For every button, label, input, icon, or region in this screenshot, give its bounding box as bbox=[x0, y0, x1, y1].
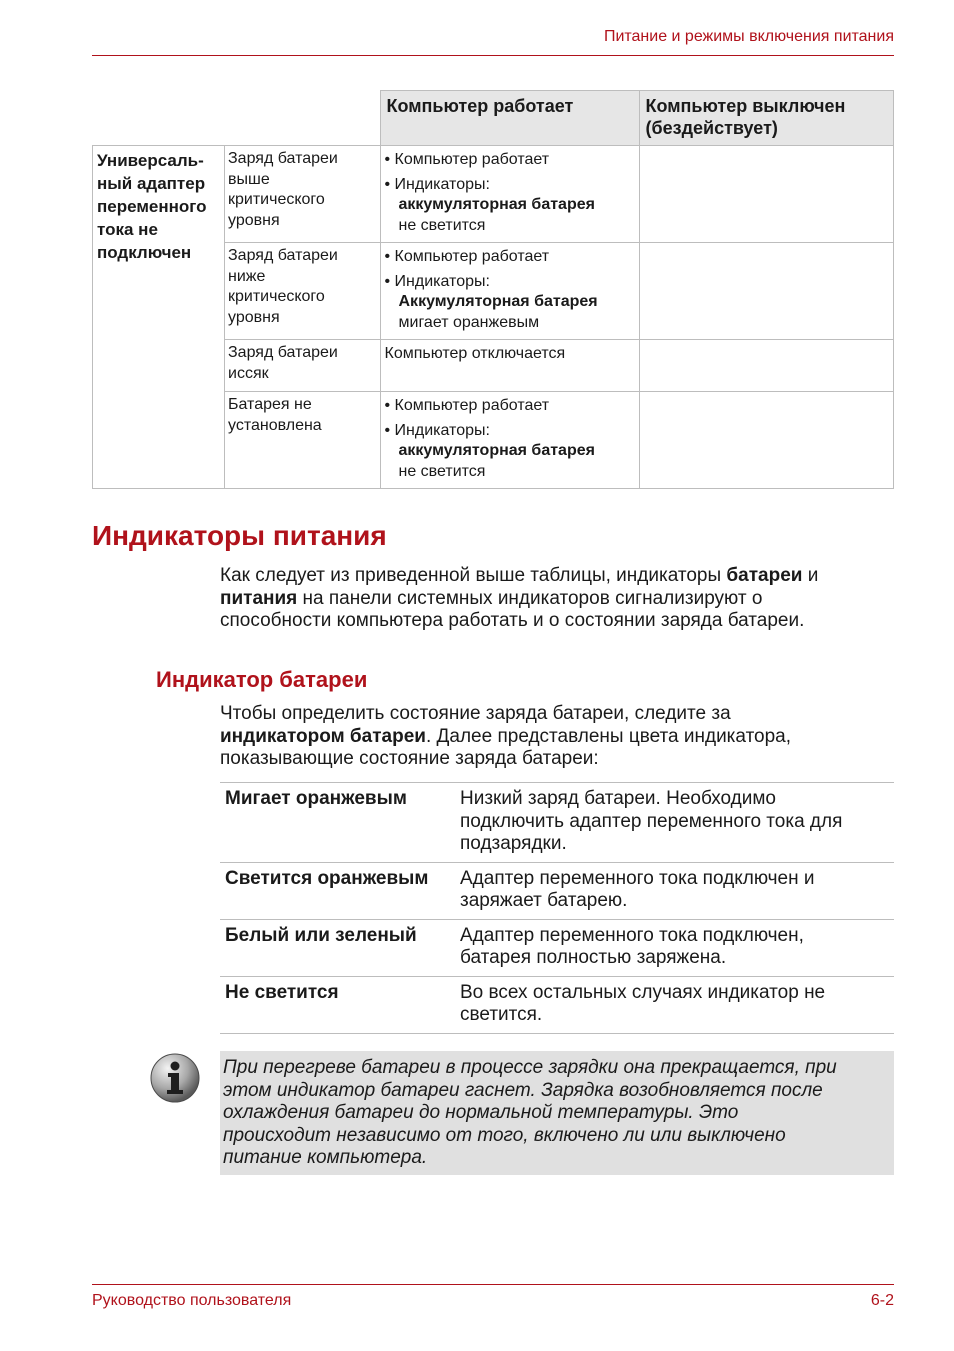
indicator-state: Не светится bbox=[220, 976, 455, 1033]
state-label: Универсаль- ный адаптер переменного тока не подключен bbox=[93, 146, 225, 489]
indicator-state: Мигает оранжевым bbox=[220, 783, 455, 863]
power-state-table bbox=[92, 90, 894, 489]
table-row bbox=[220, 919, 894, 976]
footer-rule bbox=[92, 1284, 894, 1285]
condition-cell: Заряд батареи выше критического уровня bbox=[225, 146, 381, 243]
on-cell: Компьютер отключается bbox=[380, 340, 639, 392]
on-cell: • Компьютер работает • Индикаторы: аккумуляторная батарея не светится bbox=[380, 146, 639, 243]
section-paragraph: Как следует из приведенной выше таблицы, индикаторы батареи и питания на панели системных индикаторов сигнализируют о способности компьютера работать и о состоянии заряда батареи. bbox=[220, 565, 819, 631]
page-number: 6-2 bbox=[870, 1292, 894, 1309]
subsection-heading: Индикатор батареи bbox=[156, 667, 368, 692]
header-rule bbox=[92, 55, 894, 56]
condition-cell: Батарея не установлена bbox=[225, 392, 381, 489]
indicator-state: Светится оранжевым bbox=[220, 862, 455, 919]
off-cell bbox=[639, 243, 893, 340]
indicator-table bbox=[220, 782, 894, 1034]
table-row bbox=[93, 146, 894, 243]
on-cell: • Компьютер работает • Индикаторы: Аккумуляторная батарея мигает оранжевым bbox=[380, 243, 639, 340]
off-cell bbox=[639, 146, 893, 243]
condition-cell: Заряд батареи ниже критического уровня bbox=[225, 243, 381, 340]
footer-title: Руководство пользователя bbox=[92, 1292, 292, 1309]
indicator-description: Адаптер переменного тока подключен и заряжает батарею. bbox=[455, 862, 894, 919]
on-cell: • Компьютер работает • Индикаторы: аккумуляторная батарея не светится bbox=[380, 392, 639, 489]
indicator-description: Во всех остальных случаях индикатор не светится. bbox=[455, 976, 894, 1033]
col-header-on: Компьютер работает bbox=[380, 91, 639, 146]
indicator-description: Адаптер переменного тока подключен, батарея полностью заряжена. bbox=[455, 919, 894, 976]
col-header-off: Компьютер выключен (бездействует) bbox=[639, 91, 893, 146]
running-header: Питание и режимы включения питания bbox=[603, 28, 894, 45]
table-header-row bbox=[93, 91, 894, 146]
table-row bbox=[220, 862, 894, 919]
section-heading: Индикаторы питания bbox=[92, 520, 387, 551]
indicator-state: Белый или зеленый bbox=[220, 919, 455, 976]
off-cell bbox=[639, 340, 893, 392]
subsection-paragraph: Чтобы определить состояние заряда батареи, следите за индикатором батареи. Далее представлены цвета индикатора, показывающие состояние заряда батареи: bbox=[220, 703, 792, 769]
table-row bbox=[220, 976, 894, 1033]
off-cell bbox=[639, 392, 893, 489]
indicator-description: Низкий заряд батареи. Необходимо подключить адаптер переменного тока для подзарядки. bbox=[455, 783, 894, 863]
info-icon bbox=[150, 1053, 200, 1103]
table-row bbox=[220, 783, 894, 863]
note-text: При перегреве батареи в процессе зарядки она прекращается, при этом индикатор батареи гаснет. Зарядка возобновляется после охлаждения батареи до нормальной температуры. Это происходит независимо от того, включено ли или выключено питание компьютера. bbox=[223, 1057, 837, 1168]
condition-cell: Заряд батареи иссяк bbox=[225, 340, 381, 392]
